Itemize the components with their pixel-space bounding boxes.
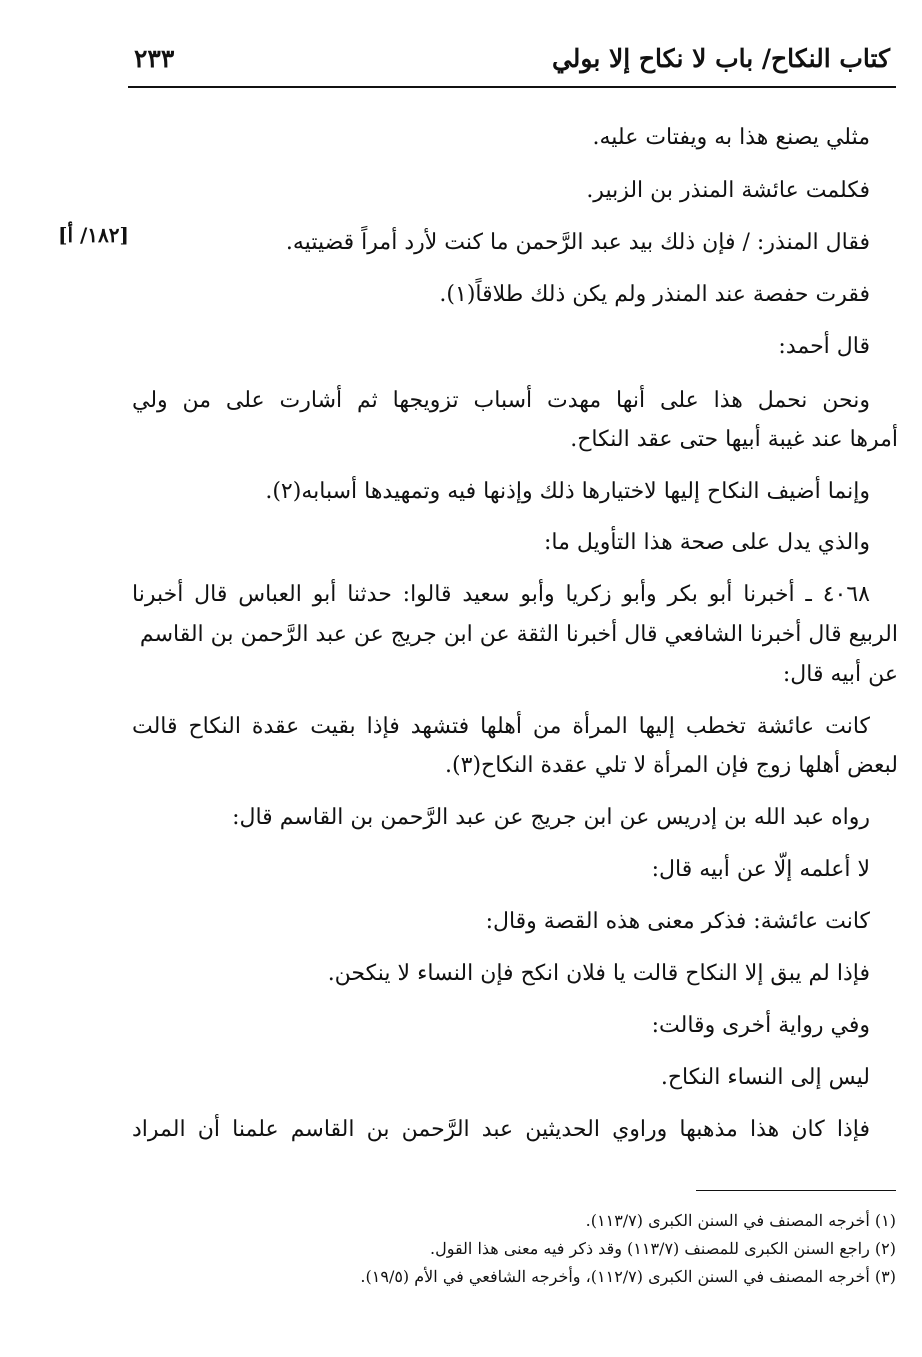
text-line: كانت عائشة تخطب إليها المرأة من أهلها فتشهد فإذا بقيت عقدة النكاح قالت xyxy=(132,714,870,739)
header-divider xyxy=(128,86,896,88)
text-line: فكلمت عائشة المنذر بن الزبير. xyxy=(586,178,870,203)
footnote: (٢) راجع السنن الكبرى للمصنف (١١٣/٧) وقد ذكر فيه معنى هذا القول. xyxy=(429,1239,896,1258)
text-line: وفي رواية أخرى وقالت: xyxy=(651,1013,870,1038)
text-line: كانت عائشة: فذكر معنى هذه القصة وقال: xyxy=(485,909,870,934)
hadith-line: ٤٠٦٨ ـ أخبرنا أبو بكر وأبو زكريا وأبو سعيد قالوا: حدثنا أبو العباس قال أخبرنا xyxy=(132,582,870,607)
text-line: ونحن نحمل هذا على أنها مهدت أسباب تزويجها ثم أشارت على من ولي xyxy=(132,388,870,413)
text-line: الربيع قال أخبرنا الشافعي قال أخبرنا الثقة عن ابن جريج عن عبد الرَّحمن بن القاسم xyxy=(139,622,898,647)
text-line: قال أحمد: xyxy=(778,334,870,359)
margin-folio-note: [١٨٢/ أ] xyxy=(58,223,129,247)
text-line: مثلي يصنع هذا به ويفتات عليه. xyxy=(592,125,870,150)
text-line: فقال المنذر: / فإن ذلك بيد عبد الرَّحمن ما كنت لأرد أمراً قضيتيه. xyxy=(285,230,870,255)
text-line: أمرها عند غيبة أبيها حتى عقد النكاح. xyxy=(570,427,898,452)
text-line: رواه عبد الله بن إدريس عن ابن جريج عن عبد الرَّحمن بن القاسم قال: xyxy=(232,805,870,830)
text-line: فإذا كان هذا مذهبها وراوي الحديثين عبد الرَّحمن بن القاسم علمنا أن المراد xyxy=(132,1117,870,1142)
text-line: وإنما أضيف النكاح إليها لاختيارها ذلك وإذنها فيه وتمهيدها أسبابه(٢). xyxy=(265,479,870,504)
text-line: ليس إلى النساء النكاح. xyxy=(660,1065,870,1090)
footnote: (٣) أخرجه المصنف في السنن الكبرى (١١٢/٧)، وأخرجه الشافعي في الأم (١٩/٥). xyxy=(360,1267,896,1286)
footnote-divider xyxy=(696,1190,896,1191)
page-number: ٢٣٣ xyxy=(134,44,175,73)
text-line: والذي يدل على صحة هذا التأويل ما: xyxy=(544,530,870,555)
text-line: لبعض أهلها زوج فإن المرأة لا تلي عقدة النكاح(٣). xyxy=(445,753,898,778)
text-line: فإذا لم يبق إلا النكاح قالت يا فلان انكح فإن النساء لا ينكحن. xyxy=(327,961,870,986)
text-line: فقرت حفصة عند المنذر ولم يكن ذلك طلاقاً(١). xyxy=(439,282,870,307)
footnote: (١) أخرجه المصنف في السنن الكبرى (١١٣/٧). xyxy=(585,1211,896,1230)
running-header xyxy=(128,44,890,84)
text-line: عن أبيه قال: xyxy=(782,662,898,687)
chapter-title: كتاب النكاح/ باب لا نكاح إلا بولي xyxy=(551,44,890,73)
text-line: لا أعلمه إلّا عن أبيه قال: xyxy=(651,857,870,882)
